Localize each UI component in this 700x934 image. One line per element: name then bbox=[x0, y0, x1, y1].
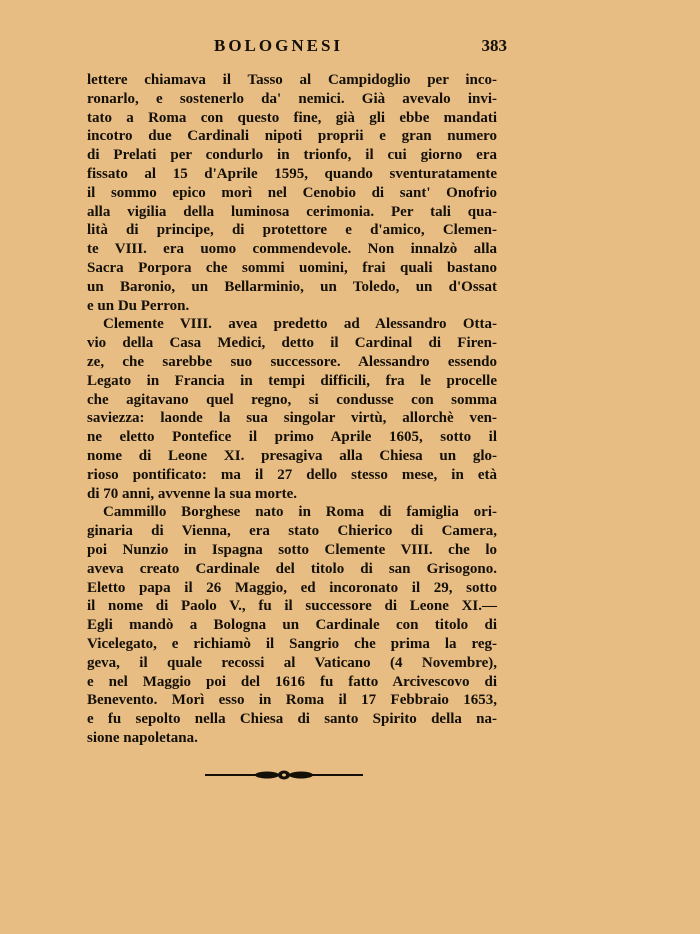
text-line: e un Du Perron. bbox=[87, 297, 190, 314]
text-line: il sommo epico morì nel Cenobio di sant' Onofrio bbox=[87, 184, 497, 201]
text-line: Cammillo Borghese nato in Roma di famiglia ori- bbox=[103, 504, 497, 521]
text-line: un Baronio, un Bellarminio, un Toledo, un d'Ossat bbox=[87, 278, 497, 295]
text-line: saviezza: laonde la sua singolar virtù, allorchè ven- bbox=[87, 410, 497, 427]
text-line: il nome di Paolo V., fu il successore di Leone XI.— bbox=[87, 598, 497, 615]
text-line: rioso pontificato: ma il 27 dello stesso mese, in età bbox=[87, 466, 497, 483]
text-line: tato a Roma con questo fine, già gli ebbe mandati bbox=[87, 109, 497, 126]
text-line: che agitavano quel regno, si condusse con somma bbox=[87, 391, 497, 408]
text-line: alla vigilia della luminosa cerimonia. Per tali qua- bbox=[87, 203, 497, 220]
text-line: ginaria di Vienna, era stato Chierico di Camera, bbox=[87, 523, 497, 540]
text-line: e nel Maggio poi del 1616 fu fatto Arcivescovo di bbox=[87, 673, 497, 690]
text-line: lettere chiamava il Tasso al Campidoglio per inco- bbox=[87, 72, 497, 88]
text-line: Sacra Porpora che sommi uomini, frai quali bastano bbox=[87, 259, 497, 276]
running-title: BOLOGNESI bbox=[214, 36, 344, 55]
text-line: sione napoletana. bbox=[87, 729, 198, 746]
text-line: incotro due Cardinali nipoti proprii e gran numero bbox=[87, 128, 497, 145]
page-header bbox=[87, 36, 507, 58]
text-line: Vicelegato, e richiamò il Sangrio che prima la reg- bbox=[87, 635, 497, 652]
text-line: ronarlo, e sostenerlo da' nemici. Già avevalo invi- bbox=[87, 90, 497, 107]
text-line: lità di principe, di protettore e d'amico, Clemen- bbox=[87, 222, 497, 239]
text-line: Egli mandò a Bologna un Cardinale con titolo di bbox=[87, 617, 497, 634]
text-line: di 70 anni, avvenne la sua morte. bbox=[87, 485, 298, 502]
text-line: fissato al 15 d'Aprile 1595, quando sventuratamente bbox=[87, 165, 497, 182]
tailpiece-rule-ornament-icon bbox=[205, 767, 363, 783]
text-line: Benevento. Morì esso in Roma il 17 Febbraio 1653, bbox=[87, 692, 497, 709]
page-number: 383 bbox=[481, 36, 507, 55]
text-line: Legato in Francia in tempi difficili, fra le procelle bbox=[87, 372, 497, 389]
text-line: geva, il quale recossi al Vaticano (4 Novembre), bbox=[87, 654, 497, 671]
text-line: aveva creato Cardinale del titolo di san Grisogono. bbox=[87, 560, 497, 577]
body-text bbox=[87, 71, 497, 748]
text-line: Eletto papa il 26 Maggio, ed incoronato il 29, sotto bbox=[87, 579, 497, 596]
text-line: ze, che sarebbe suo successore. Alessandro essendo bbox=[87, 353, 497, 370]
text-line: poi Nunzio in Ispagna sotto Clemente VIII. che lo bbox=[87, 541, 497, 558]
text-line: ne eletto Pontefice il primo Aprile 1605, sotto il bbox=[87, 429, 497, 446]
text-line: Clemente VIII. avea predetto ad Alessandro Otta- bbox=[103, 316, 497, 333]
text-line: e fu sepolto nella Chiesa di santo Spirito della na- bbox=[87, 711, 497, 728]
text-line: vio della Casa Medici, detto il Cardinal di Firen- bbox=[87, 335, 497, 352]
text-line: di Prelati per condurlo in trionfo, il cui giorno era bbox=[87, 147, 497, 164]
text-line: nome di Leone XI. presagiva alla Chiesa un glo- bbox=[87, 447, 497, 464]
text-line: te VIII. era uomo commendevole. Non innalzò alla bbox=[87, 241, 497, 258]
